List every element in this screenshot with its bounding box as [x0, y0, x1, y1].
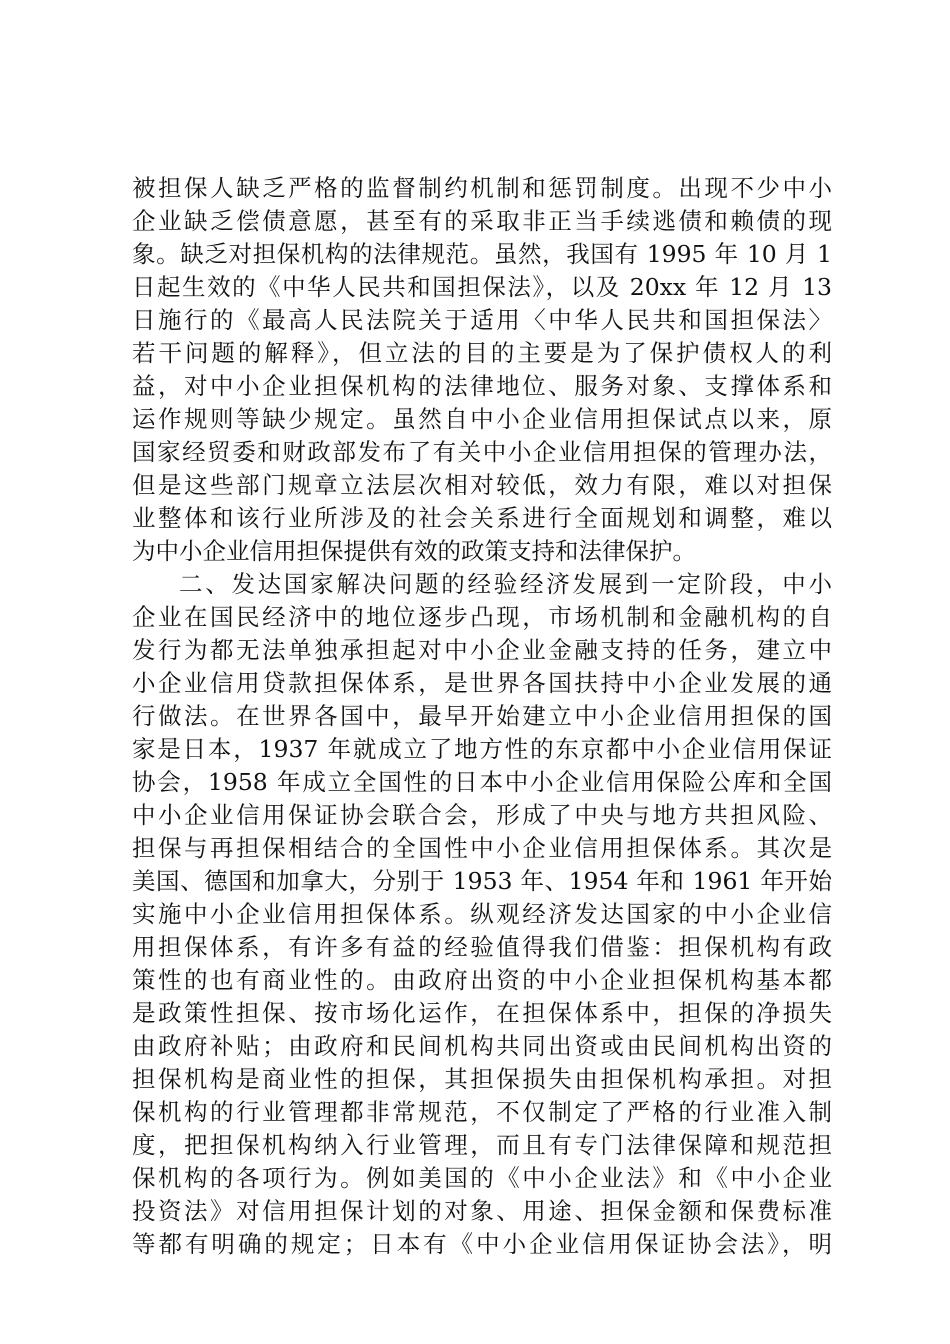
- text-line: 被担保人缺乏严格的监督制约机制和惩罚制度。出现不少中小: [132, 174, 832, 202]
- text-line: 行做法。在世界各国中，最早开始建立中小企业信用担保的国: [132, 702, 832, 730]
- text-line: 象。缺乏对担保机构的法律规范。虽然，我国有 1995 年 10 月 1: [132, 240, 832, 268]
- body-text: [132, 172, 832, 1261]
- text-line: 用担保体系，有许多有益的经验值得我们借鉴：担保机构有政: [132, 933, 832, 961]
- text-line: 由政府补贴；由政府和民间机构共同出资或由民间机构出资的: [132, 1032, 832, 1060]
- text-line: 日起生效的《中华人民共和国担保法》，以及 20xx 年 12 月 13: [132, 273, 832, 301]
- text-line: 中小企业信用保证协会联合会，形成了中央与地方共担风险、: [132, 801, 832, 829]
- text-line: 益，对中小企业担保机构的法律地位、服务对象、支撑体系和: [132, 372, 832, 400]
- text-line: 企业缺乏偿债意愿，甚至有的采取非正当手续逃债和赖债的现: [132, 207, 832, 235]
- text-line: 业整体和该行业所涉及的社会关系进行全面规划和调整，难以: [132, 504, 832, 532]
- paragraph-end-line: 为中小企业信用担保提供有效的政策支持和法律保护。: [132, 537, 696, 565]
- text-line: 度，把担保机构纳入行业管理，而且有专门法律保障和规范担: [132, 1131, 832, 1159]
- text-line: 担保与再担保相结合的全国性中小企业信用担保体系。其次是: [132, 834, 832, 862]
- text-line: 小企业信用贷款担保体系，是世界各国扶持中小企业发展的通: [132, 669, 832, 697]
- text-line: 运作规则等缺少规定。虽然自中小企业信用担保试点以来，原: [132, 405, 832, 433]
- section-heading-line: 二、发达国家解决问题的经验经济发展到一定阶段，中小: [179, 570, 832, 598]
- text-line: 实施中小企业信用担保体系。纵观经济发达国家的中小企业信: [132, 900, 832, 928]
- text-line: 美国、德国和加拿大，分别于 1953 年、1954 年和 1961 年开始: [132, 867, 832, 895]
- text-line: 国家经贸委和财政部发布了有关中小企业信用担保的管理办法，: [132, 438, 832, 466]
- text-line: 投资法》对信用担保计划的对象、用途、担保金额和保费标准: [132, 1197, 832, 1225]
- text-line: 发行为都无法单独承担起对中小企业金融支持的任务，建立中: [132, 636, 832, 664]
- text-line: 若干问题的解释》，但立法的目的主要是为了保护债权人的利: [132, 339, 832, 367]
- text-line: 日施行的《最高人民法院关于适用〈中华人民共和国担保法〉: [132, 306, 832, 334]
- text-line: 企业在国民经济中的地位逐步凸现，市场机制和金融机构的自: [132, 603, 832, 631]
- text-line: 策性的也有商业性的。由政府出资的中小企业担保机构基本都: [132, 966, 832, 994]
- text-line: 等都有明确的规定；日本有《中小企业信用保证协会法》，明: [132, 1230, 832, 1258]
- text-line: 但是这些部门规章立法层次相对较低，效力有限，难以对担保: [132, 471, 832, 499]
- text-line: 家是日本，1937 年就成立了地方性的东京都中小企业信用保证: [132, 735, 832, 763]
- text-line: 担保机构是商业性的担保，其担保损失由担保机构承担。对担: [132, 1065, 832, 1093]
- text-line: 保机构的行业管理都非常规范，不仅制定了严格的行业准入制: [132, 1098, 832, 1126]
- text-line: 协会，1958 年成立全国性的日本中小企业信用保险公库和全国: [132, 768, 832, 796]
- text-line: 是政策性担保、按市场化运作，在担保体系中，担保的净损失: [132, 999, 832, 1027]
- text-line: 保机构的各项行为。例如美国的《中小企业法》和《中小企业: [132, 1164, 832, 1192]
